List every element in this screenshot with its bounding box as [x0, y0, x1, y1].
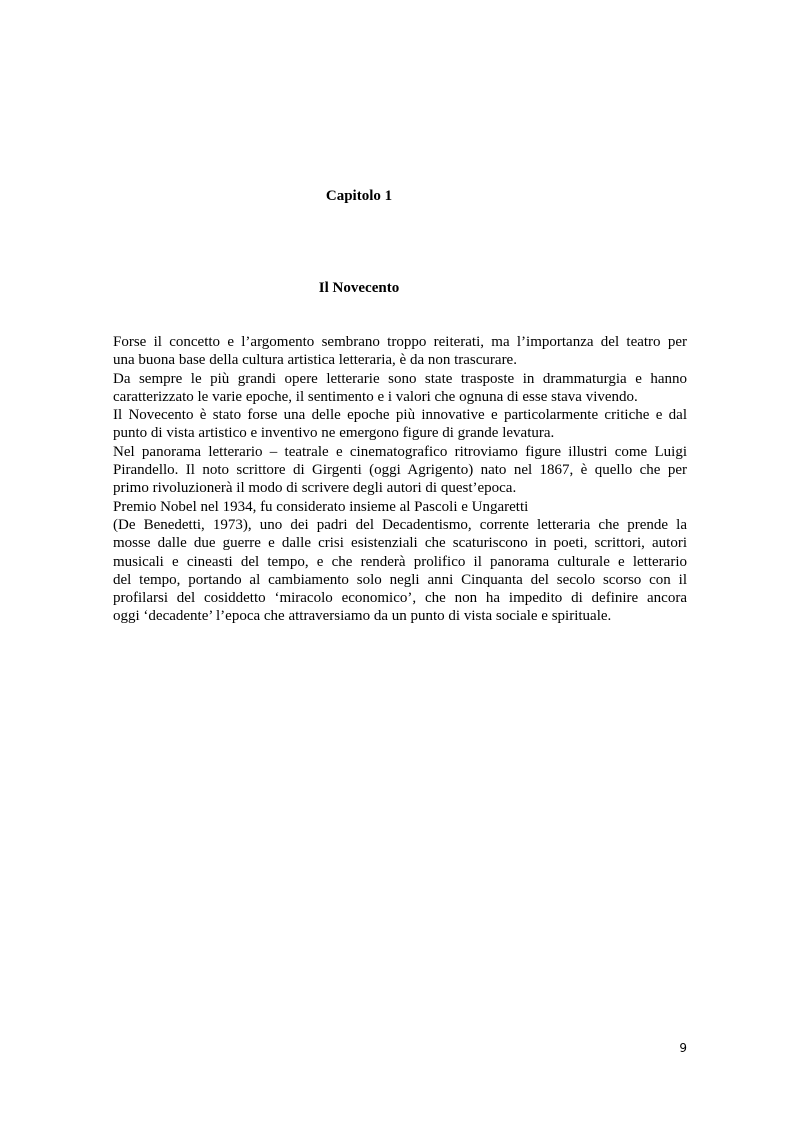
text-line: punto di vista artistico e inventivo ne emergono figure di grande levatura.: [113, 425, 555, 442]
text-line: Nel panorama letterario – teatrale e cinematografico ritroviamo figure illustri come Luigi: [113, 443, 687, 460]
text-line: una buona base della cultura artistica letteraria, è da non trascurare.: [113, 352, 517, 369]
text-line: del tempo, portando al cambiamento solo negli anni Cinquanta del secolo scorso con il: [113, 571, 687, 588]
text-line: oggi ‘decadente’ l’epoca che attraversiamo da un punto di vista sociale e spirituale.: [113, 608, 612, 625]
section-title: Il Novecento: [318, 280, 400, 296]
text-line: caratterizzato le varie epoche, il sentimento e i valori che ognuna di esse stava vivendo.: [113, 388, 638, 405]
body-paragraph: [113, 333, 687, 626]
text-line: primo rivoluzionerà il modo di scrivere degli autori di quest’epoca.: [113, 480, 517, 497]
text-line: Da sempre le più grandi opere letterarie sono state trasposte in drammaturgia e hanno: [113, 370, 687, 387]
text-line: Forse il concetto e l’argomento sembrano troppo reiterati, ma l’importanza del teatro per: [113, 334, 687, 350]
chapter-title: Capitolo 1: [325, 188, 393, 204]
text-line: Il Novecento è stato forse una delle epoche più innovative e particolarmente critiche e dal: [113, 407, 687, 424]
text-line: (De Benedetti, 1973), uno dei padri del Decadentismo, corrente letteraria che prende la: [113, 516, 687, 533]
text-line: profilarsi del cosiddetto ‘miracolo economico’, che non ha impedito di definire ancora: [113, 590, 687, 607]
text-line: musicali e cineasti del tempo, e che renderà prolifico il panorama culturale e letterario: [113, 553, 687, 570]
text-line: Pirandello. Il noto scrittore di Girgenti (oggi Agrigento) nato nel 1867, è quello che per: [113, 462, 687, 479]
text-line: Premio Nobel nel 1934, fu considerato insieme al Pascoli e Ungaretti: [113, 498, 529, 515]
text-line: mosse dalle due guerre e dalle crisi esistenziali che scaturiscono in poeti, scrittori, autori: [113, 535, 687, 552]
page-number: 9: [679, 1041, 687, 1055]
